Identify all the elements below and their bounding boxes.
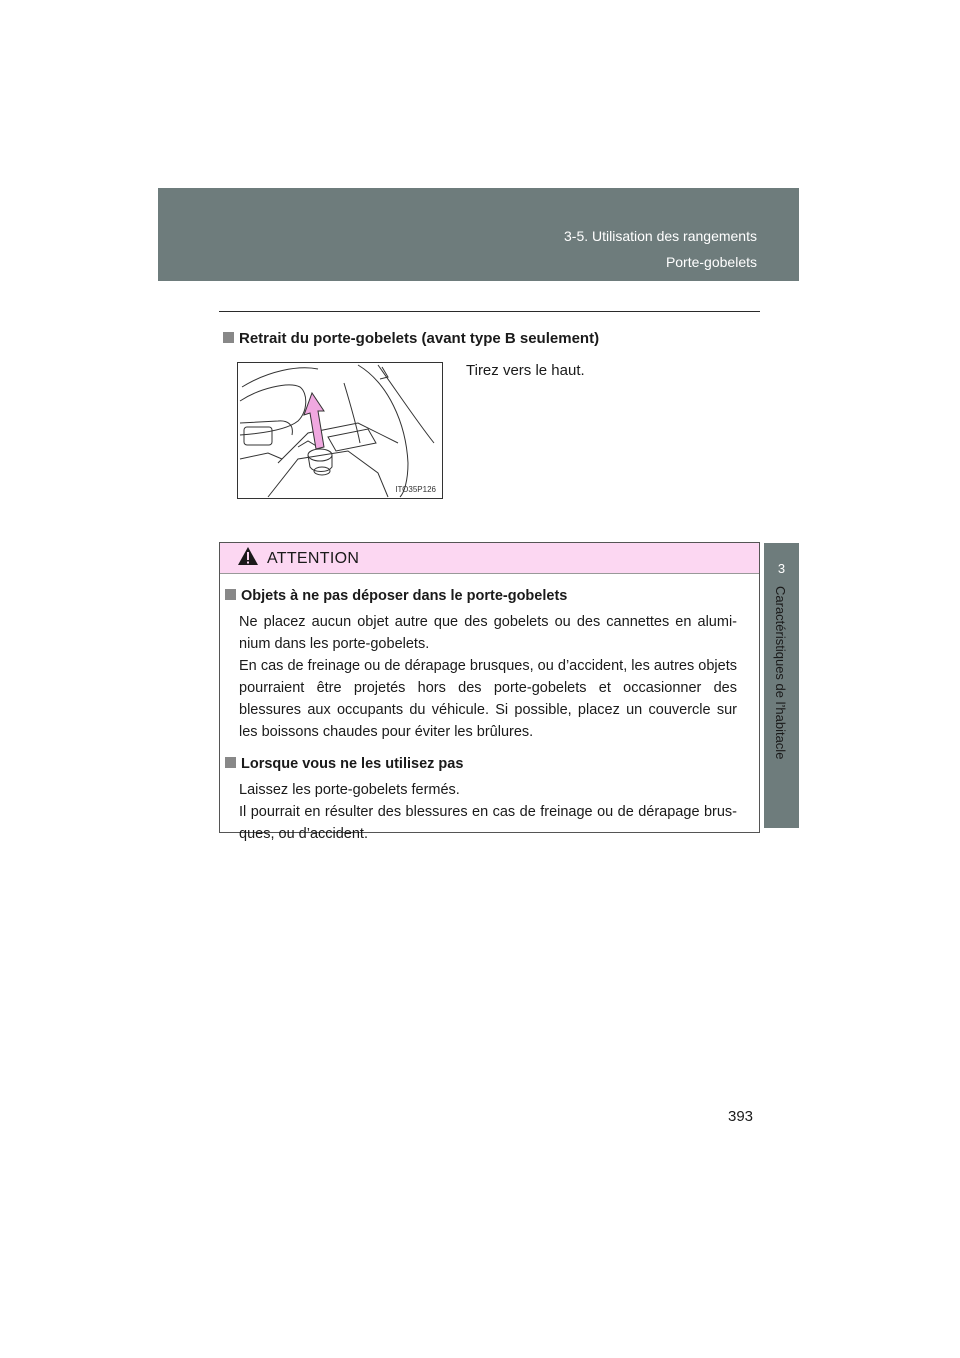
warning-title: ATTENTION bbox=[267, 550, 360, 567]
warning-item-heading-text: Objets à ne pas déposer dans le porte-gobelets bbox=[241, 588, 568, 604]
instruction-text: Tirez vers le haut. bbox=[466, 362, 585, 379]
warning-triangle-icon bbox=[237, 546, 259, 566]
section-heading-text: Retrait du porte-gobelets (avant type B seulement) bbox=[239, 330, 600, 347]
square-bullet-icon bbox=[225, 589, 236, 600]
figure-code: ITO35P126 bbox=[395, 485, 436, 494]
chapter-label-text: Caractéristiques de l’habitacle bbox=[773, 586, 788, 760]
square-bullet-icon bbox=[223, 332, 234, 343]
warning-item-text: En cas de freinage ou de dérapage brusques, ou d’accident, les autres objets pourraient être projetés hors des porte-gobelets et occasionner des blessures aux occupants du véhicule. Si possible, placez un couvercle sur les boissons chaudes pour éviter les brûlures. bbox=[239, 658, 737, 740]
pull-up-arrow-icon bbox=[304, 393, 324, 449]
warning-item-heading bbox=[225, 753, 759, 775]
page-number: 393 bbox=[728, 1108, 754, 1125]
chapter-number: 3 bbox=[777, 561, 786, 576]
warning-item-heading-text: Lorsque vous ne les utilisez pas bbox=[241, 756, 464, 772]
top-rule bbox=[219, 311, 760, 312]
console-drawing-icon bbox=[238, 363, 442, 498]
header-subsection-title: Porte-gobelets bbox=[665, 254, 757, 270]
warning-item-text: Ne placez aucun objet autre que des gobelets ou des cannettes en alumi-nium dans les porte-gobelets. bbox=[239, 614, 737, 652]
warning-box bbox=[219, 542, 760, 842]
warning-item-heading bbox=[225, 585, 759, 607]
warning-header bbox=[220, 543, 759, 574]
section-heading bbox=[223, 330, 599, 347]
square-bullet-icon bbox=[225, 757, 236, 768]
header-section-title: 3-5. Utilisation des rangements bbox=[564, 228, 757, 244]
header-band bbox=[158, 188, 799, 281]
cup-holder-illustration bbox=[237, 362, 443, 499]
warning-body bbox=[220, 585, 759, 845]
warning-item-text: Il pourrait en résulter des blessures en cas de freinage ou de dérapage brus-ques, ou d’accident. bbox=[239, 804, 737, 842]
warning-item-text: Laissez les porte-gobelets fermés. bbox=[239, 782, 460, 798]
